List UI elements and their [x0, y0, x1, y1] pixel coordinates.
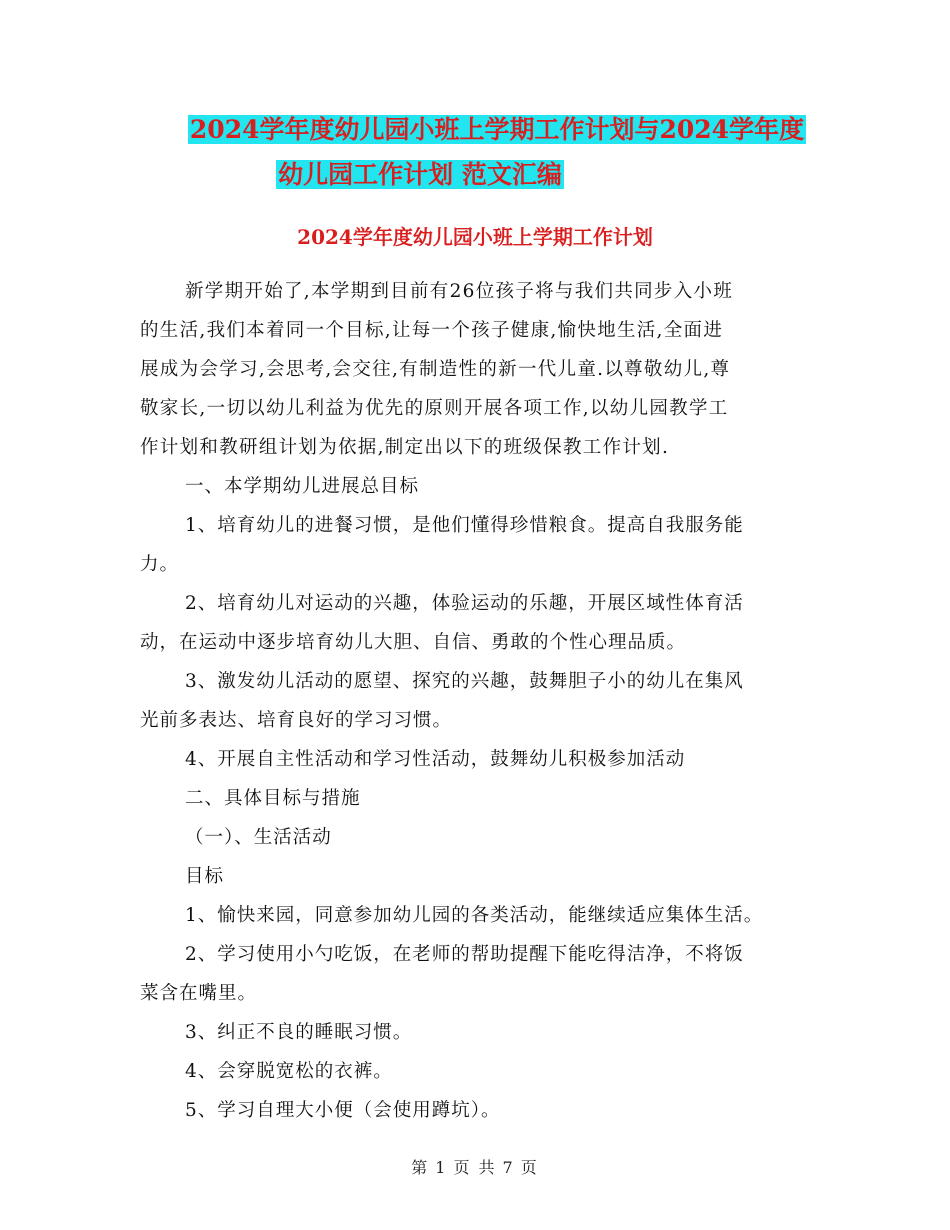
life-goal-5: 5、学习自理大小便（会使用蹲坑）。	[185, 1100, 501, 1121]
target-label: 目标	[185, 866, 225, 887]
section-subtitle: 2024学年度幼儿园小班上学期工作计划	[297, 225, 653, 249]
footer-current-page: 1	[435, 1158, 448, 1177]
goal-3-line-1: 3、激发幼儿活动的愿望、探究的兴趣，鼓舞胆子小的幼儿在集风	[185, 671, 744, 692]
goal-1-line-2: 力。	[140, 554, 180, 575]
document-title-line-2	[0, 157, 895, 193]
intro-paragraph	[140, 272, 820, 467]
footer-total-pages: 7	[502, 1158, 515, 1177]
footer-prefix: 第	[411, 1158, 430, 1177]
goal-4: 4、开展自主性活动和学习性活动，鼓舞幼儿积极参加活动	[185, 749, 686, 770]
life-goal-4: 4、会穿脱宽松的衣裤。	[185, 1061, 393, 1082]
life-goal-2-line-1: 2、学习使用小勺吃饭，在老师的帮助提醒下能吃得洁净，不将饭	[185, 944, 744, 965]
section-1-heading: 一、本学期幼儿进展总目标	[185, 476, 420, 497]
intro-line: 展成为会学习,会思考,会交往,有制造性的新一代儿童.以尊敬幼儿,尊	[140, 359, 731, 380]
life-goal-2-line-2: 菜含在嘴里。	[140, 983, 258, 1004]
document-title-line-1	[22, 112, 950, 148]
intro-line: 作计划和教研组计划为依据,制定出以下的班级保教工作计划.	[140, 437, 670, 458]
intro-line: 新学期开始了,本学期到目前有26位孩子将与我们共同步入小班	[185, 281, 734, 302]
goal-3-line-2: 光前多表达、培育良好的学习习惯。	[140, 710, 453, 731]
subsection-1-heading: （一）、生活活动	[185, 827, 332, 848]
intro-line: 的生活,我们本着同一个目标,让每一个孩子健康,愉快地生活,全面进	[140, 320, 724, 341]
footer-suffix: 页	[520, 1158, 539, 1177]
goal-2-line-2: 动，在运动中逐步培育幼儿大胆、自信、勇敢的个性心理品质。	[140, 632, 687, 653]
section-2-heading: 二、具体目标与措施	[185, 788, 361, 809]
goal-2-line-1: 2、培育幼儿对运动的兴趣，体验运动的乐趣，开展区域性体育活	[185, 593, 744, 614]
title-highlight-1: 2024学年度幼儿园小班上学期工作计划与2024学年度	[189, 115, 805, 144]
document-body	[140, 272, 820, 1130]
title-highlight-2: 幼儿园工作计划 范文汇编	[278, 160, 562, 189]
intro-line: 敬家长,一切以幼儿利益为优先的原则开展各项工作,以幼儿园教学工	[140, 398, 729, 419]
goal-1-line-1: 1、培育幼儿的进餐习惯，是他们懂得珍惜粮食。提高自我服务能	[185, 515, 744, 536]
life-goal-3: 3、纠正不良的睡眠习惯。	[185, 1022, 413, 1043]
life-goal-1: 1、愉快来园，同意参加幼儿园的各类活动，能继续适应集体生活。	[185, 905, 764, 926]
footer-middle: 页 共	[453, 1158, 497, 1177]
page-footer	[0, 1155, 950, 1178]
